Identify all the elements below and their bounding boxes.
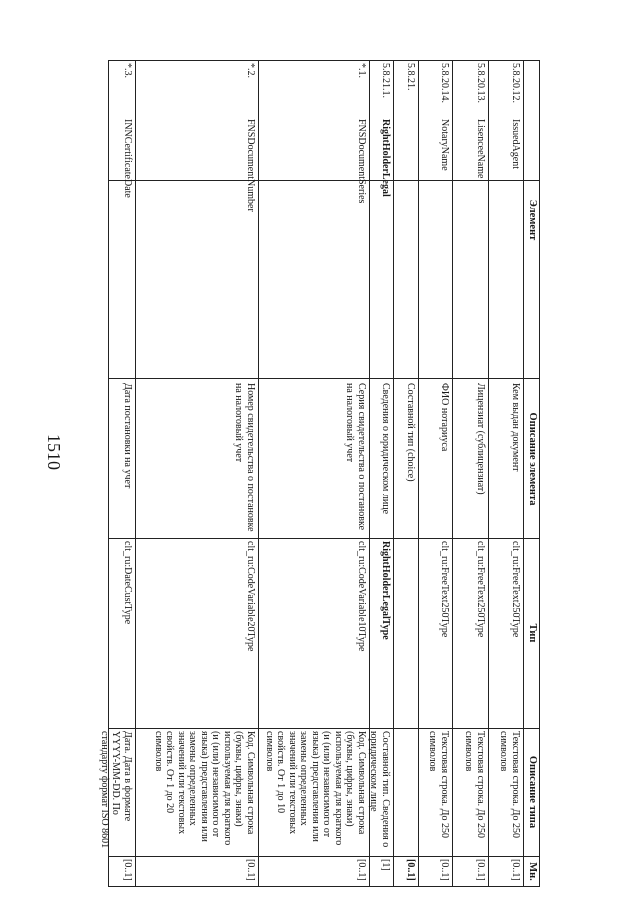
row-7-desc: Номер свидетельства о постановке на налоговый учет bbox=[233, 383, 256, 532]
row-3-type-desc: Текстовая строка. До 250 символов bbox=[427, 731, 450, 838]
row-5-type-desc: Составной тип. Сведения о юридическом лице bbox=[368, 731, 391, 848]
row-2-desc: Лицензиат (сублицензиат) bbox=[475, 383, 486, 495]
row-8-mult: [0..1] bbox=[122, 859, 133, 881]
row-5-num: 5.8.21.1. bbox=[380, 63, 391, 98]
row-divider bbox=[523, 60, 524, 887]
row-1-mult: [0..1] bbox=[510, 859, 521, 881]
page-number: 1510 bbox=[44, 434, 64, 470]
row-3-desc: ФИО нотариуса bbox=[439, 383, 450, 452]
row-2-name: LisenceeName bbox=[475, 119, 486, 179]
row-1-desc: Кем выдан документ bbox=[510, 383, 521, 472]
row-divider bbox=[488, 60, 489, 887]
row-4-num: 5.8.21. bbox=[405, 63, 416, 91]
header-element: Элемент bbox=[527, 199, 538, 241]
row-7-name: FNSDocumentNumber bbox=[245, 119, 256, 212]
row-divider bbox=[393, 60, 394, 887]
row-7-type: clt_ru:CodeVariable20Type bbox=[245, 541, 256, 652]
row-1-num: 5.8.20.12. bbox=[510, 63, 521, 103]
row-7-type-desc: Код. Символьная строка (буквы, цифры, знаки) используемая для краткого (и (или) независимого от языка) представления или замены определенных значений или текстовых свойств. От 1 до 20 символов bbox=[153, 731, 256, 846]
row-4-mult: [0..1] bbox=[405, 859, 416, 881]
row-5-name: RightHolderLegal bbox=[380, 119, 391, 197]
row-6-name: FNSDocumentSeries bbox=[356, 119, 367, 204]
row-6-desc: Серия свидетельства о постановке на налоговый учет bbox=[344, 383, 367, 531]
row-divider bbox=[418, 60, 419, 887]
row-7-num: *.2. bbox=[245, 63, 256, 78]
row-8-name: INNCertificateDate bbox=[122, 119, 133, 198]
row-1-name: IssuedAgent bbox=[510, 119, 521, 169]
specification-table bbox=[99, 60, 540, 887]
row-3-type: clt_ru:FreeText250Type bbox=[439, 541, 450, 638]
row-7-mult: [0..1] bbox=[245, 859, 256, 881]
row-6-num: *.1. bbox=[356, 63, 367, 78]
header-type-desc: Описание типа bbox=[527, 755, 538, 829]
header-mult: Мн. bbox=[527, 862, 538, 881]
row-3-name: NotaryName bbox=[439, 119, 450, 171]
row-4-desc: Составной тип (choice) bbox=[405, 383, 416, 482]
row-2-num: 5.8.20.13. bbox=[475, 63, 486, 103]
row-8-num: *.3. bbox=[122, 63, 133, 78]
row-2-mult: [0..1] bbox=[475, 859, 486, 881]
row-divider bbox=[452, 60, 453, 887]
row-3-num: 5.8.20.14. bbox=[439, 63, 450, 103]
header-type: Тип bbox=[527, 623, 538, 643]
row-5-type: RightHolderLegalType bbox=[380, 541, 391, 640]
row-6-type-desc: Код. Символьная строка (буквы, цифры, знаки) используемая для краткого (и (или) независимого от языка) представления или замены определенных значений или текстовых свойств. От 1 до 10 символов bbox=[264, 731, 367, 846]
row-6-type: clt_ru:CodeVariable10Type bbox=[356, 541, 367, 652]
row-divider bbox=[258, 60, 259, 887]
row-5-desc: Сведения о юридическом лице bbox=[380, 383, 391, 515]
row-2-type-desc: Текстовая строка. До 250 символов bbox=[463, 731, 486, 838]
row-8-type-desc: Дата. Дата в формате YYYY-MM-DD. По стандарту формат ISO 8601 bbox=[99, 731, 133, 849]
row-1-type-desc: Текстовая строка. До 250 символов bbox=[498, 731, 521, 838]
row-5-mult: [1] bbox=[380, 859, 391, 871]
row-2-type: clt_ru:FreeText250Type bbox=[475, 541, 486, 638]
row-divider bbox=[135, 60, 136, 887]
col-divider bbox=[108, 378, 540, 379]
row-8-desc: Дата постановки на учет bbox=[122, 383, 133, 489]
row-1-type: clt_ru:FreeText250Type bbox=[510, 541, 521, 638]
row-8-type: clt_ru:DateCustType bbox=[122, 541, 133, 625]
header-element-desc: Описание элемента bbox=[527, 412, 538, 506]
row-6-mult: [0..1] bbox=[356, 859, 367, 881]
row-3-mult: [0..1] bbox=[439, 859, 450, 881]
